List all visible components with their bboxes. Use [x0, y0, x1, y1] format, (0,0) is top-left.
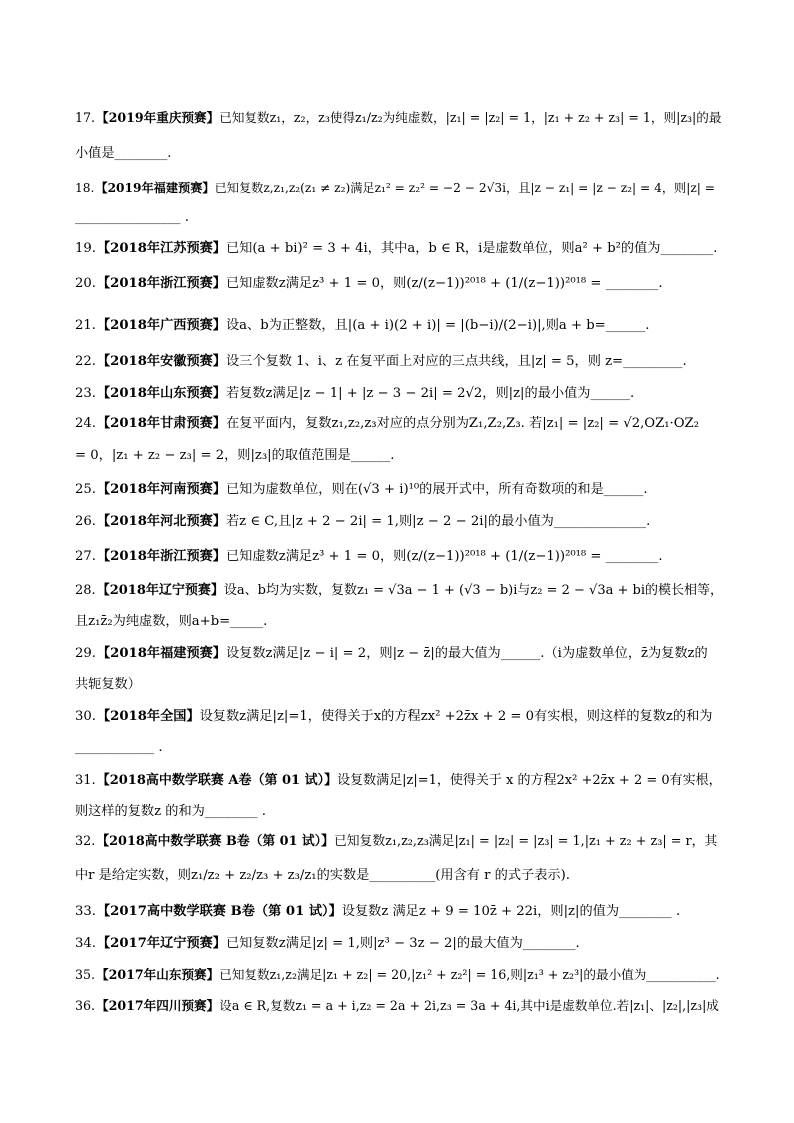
problem-28-continuation: 且z₁z̄₂为纯虚数，则a+b=_____. — [75, 614, 268, 629]
problem-text: 设复数z 满足z + 9 = 10z̄ + 22i，则|z|的值为________ . — [341, 904, 681, 919]
problem-source: 【2017年山东预赛】 — [96, 967, 220, 982]
problem-source: 【2018年广西预赛】 — [96, 318, 226, 333]
problem-text: 已知复数z₁,z₂满足|z₁ + z₂| = 20,|z₁² + z₂²| = 16,则|z₁³ + z₂³|的最小值为___________. — [219, 967, 720, 982]
problem-text: 设三个复数 1、i、z 在复平面上对应的三点共线，且|z| = 5，则 z=_________. — [226, 354, 687, 369]
problem-20: 20.【2018年浙江预赛】已知虚数z满足z³ + 1 = 0，则(z/(z−1))²⁰¹⁸ + (1/(z−1))²⁰¹⁸ = ________. — [75, 276, 663, 291]
problem-text: 设复数z满足|z − i| = 2，则|z − z̄|的最大值为______.（i为虚数单位，z̄为复数z的 — [226, 646, 708, 661]
problem-30: 30.【2018年全国】设复数z满足|z|=1，使得关于x的方程zx² +2z̄x + 2 = 0有实根，则这样的复数z的和为 — [75, 709, 713, 724]
problem-25: 25.【2018年河南预赛】已知为虚数单位，则在(√3 + i)¹⁰的展开式中，所有奇数项的和是______. — [75, 482, 648, 497]
problem-31-continuation: 则这样的复数z 的和为________ . — [75, 804, 266, 819]
problem-text: 已知复数z₁,z₂,z₃满足|z₁| = |z₂| = |z₃| = 1,|z₁ + z₂ + z₃| = r，其 — [333, 834, 718, 849]
problem-source: 【2017高中数学联赛 B卷（第 01 试）】 — [96, 904, 342, 919]
problem-24: 24.【2018年甘肃预赛】在复平面内，复数z₁,z₂,z₃对应的点分别为Z₁,Z₂,Z₃. 若|z₁| = |z₂| = √2,OZ₁·OZ₂ — [75, 416, 700, 431]
problem-text: 设a、b均为实数，复数z₁ = √3a − 1 + (√3 − b)i与z₂ = 2 − √3a + bi的模长相等， — [223, 583, 723, 598]
problem-26: 26.【2018年河北预赛】若z ∈ C,且|z + 2 − 2i| = 1,则|z − 2 − 2i|的最小值为______________. — [75, 514, 651, 529]
problem-33: 33.【2017高中数学联赛 B卷（第 01 试）】设复数z 满足z + 9 = 10z̄ + 22i，则|z|的值为________ . — [75, 904, 681, 919]
problem-29-continuation: 共轭复数） — [75, 677, 141, 692]
problem-32: 32.【2018高中数学联赛 B卷（第 01 试）】已知复数z₁,z₂,z₃满足|z₁| = |z₂| = |z₃| = 1,|z₁ + z₂ + z₃| = r，其 — [75, 834, 718, 849]
problem-29: 29.【2018年福建预赛】设复数z满足|z − i| = 2，则|z − z̄|的最大值为______.（i为虚数单位，z̄为复数z的 — [75, 646, 708, 661]
problem-35: 35.【2017年山东预赛】已知复数z₁,z₂满足|z₁ + z₂| = 20,|z₁² + z₂²| = 16,则|z₁³ + z₂³|的最小值为___________. — [75, 967, 720, 982]
problem-text: 设复数满足|z|=1，使得关于 x 的方程2x² +2z̄x + 2 = 0有实根， — [337, 773, 722, 788]
problem-36: 36.【2017年四川预赛】设a ∈ R,复数z₁ = a + i,z₂ = 2a + 2i,z₃ = 3a + 4i,其中i是虚数单位.若|z₁|、|z₂|,|z₃|成 — [75, 998, 719, 1013]
problem-21: 21.【2018年广西预赛】设a、b为正整数，且|(a + i)(2 + i)| = |(b−i)/(2−i)|,则a + b=______. — [75, 318, 650, 333]
problem-22: 22.【2018年安徽预赛】设三个复数 1、i、z 在复平面上对应的三点共线，且|z| = 5，则 z=_________. — [75, 354, 687, 369]
problem-31: 31.【2018高中数学联赛 A卷（第 01 试）】设复数满足|z|=1，使得关于 x 的方程2x² +2z̄x + 2 = 0有实根， — [75, 773, 722, 788]
problem-source: 【2018年山东预赛】 — [96, 386, 226, 401]
problem-source: 【2019年福建预赛】 — [95, 181, 215, 195]
problem-27: 27.【2018年浙江预赛】已知虚数z满足z³ + 1 = 0，则(z/(z−1))²⁰¹⁸ + (1/(z−1))²⁰¹⁸ = ________. — [75, 549, 663, 564]
problem-text: 已知(a + bi)² = 3 + 4i，其中a，b ∈ R，i是虚数单位，则a² + b²的值为________. — [226, 241, 718, 256]
problem-30-continuation: ____________ . — [75, 740, 163, 755]
problem-17: 17.【2019年重庆预赛】已知复数z₁，z₂，z₃使得z₁/z₂为纯虚数，|z₁| = |z₂| = 1，|z₁ + z₂ + z₃| = 1，则|z₃|的最 — [75, 110, 722, 125]
problem-24-continuation: = 0，|z₁ + z₂ − z₃| = 2，则|z₃|的取值范围是______. — [75, 448, 395, 463]
problem-source: 【2018年河北预赛】 — [96, 514, 226, 529]
problem-text: 设复数z满足|z|=1，使得关于x的方程zx² +2z̄x + 2 = 0有实根，则这样的复数z的和为 — [199, 709, 713, 724]
problem-source: 【2018年河南预赛】 — [96, 482, 226, 497]
problem-32-continuation: 中r 是给定实数，则z₁/z₂ + z₂/z₃ + z₃/z₁的实数是__________(用含有 r 的式子表示). — [75, 868, 570, 883]
problem-23: 23.【2018年山东预赛】若复数z满足|z − 1| + |z − 3 − 2i| = 2√2，则|z|的最小值为______. — [75, 386, 635, 401]
problem-source: 【2018高中数学联赛 A卷（第 01 试）】 — [96, 773, 338, 788]
problem-source: 【2018年浙江预赛】 — [96, 549, 226, 564]
problem-source: 【2018高中数学联赛 B卷（第 01 试）】 — [96, 834, 334, 849]
problem-source: 【2018年浙江预赛】 — [96, 276, 226, 291]
problem-source: 【2019年重庆预赛】 — [96, 110, 220, 125]
problem-source: 【2017年四川预赛】 — [96, 998, 220, 1013]
problem-text: 设a ∈ R,复数z₁ = a + i,z₂ = 2a + 2i,z₃ = 3a + 4i,其中i是虚数单位.若|z₁|、|z₂|,|z₃|成 — [219, 998, 719, 1013]
problem-text: 若z ∈ C,且|z + 2 − 2i| = 1,则|z − 2 − 2i|的最小值为______________. — [226, 514, 651, 529]
problem-text: 已知复数z满足|z| = 1,则|z³ − 3z − 2|的最大值为________. — [226, 936, 580, 951]
problem-source: 【2018年江苏预赛】 — [96, 241, 226, 256]
problem-text: 已知复数z,z₁,z₂(z₁ ≠ z₂)满足z₁² = z₂² = −2 − 2√3i，且|z − z₁| = |z − z₂| = 4，则|z| = — [214, 181, 715, 195]
problem-18: 18.【2019年福建预赛】已知复数z,z₁,z₂(z₁ ≠ z₂)满足z₁² = z₂² = −2 − 2√3i，且|z − z₁| = |z − z₂| = 4，则|z| = — [75, 181, 715, 195]
problem-source: 【2018年福建预赛】 — [96, 646, 226, 661]
problem-34: 34.【2017年辽宁预赛】已知复数z满足|z| = 1,则|z³ − 3z − 2|的最大值为________. — [75, 936, 580, 951]
problem-text: 已知虚数z满足z³ + 1 = 0，则(z/(z−1))²⁰¹⁸ + (1/(z−1))²⁰¹⁸ = ________. — [226, 276, 663, 291]
problem-source: 【2018年安徽预赛】 — [96, 354, 226, 369]
problem-text: 已知复数z₁，z₂，z₃使得z₁/z₂为纯虚数，|z₁| = |z₂| = 1，|z₁ + z₂ + z₃| = 1，则|z₃|的最 — [219, 110, 722, 125]
problem-28: 28.【2018年辽宁预赛】设a、b均为实数，复数z₁ = √3a − 1 + (√3 − b)i与z₂ = 2 − √3a + bi的模长相等， — [75, 583, 723, 598]
problem-source: 【2017年辽宁预赛】 — [96, 936, 226, 951]
problem-18-continuation: ________________ . — [75, 210, 189, 225]
problem-text: 若复数z满足|z − 1| + |z − 3 − 2i| = 2√2，则|z|的最小值为______. — [226, 386, 635, 401]
problem-17-continuation: 小值是________. — [75, 146, 172, 161]
problem-source: 【2018年甘肃预赛】 — [96, 416, 226, 431]
problem-text: 已知为虚数单位，则在(√3 + i)¹⁰的展开式中，所有奇数项的和是______. — [226, 482, 648, 497]
problem-text: 设a、b为正整数，且|(a + i)(2 + i)| = |(b−i)/(2−i)|,则a + b=______. — [226, 318, 650, 333]
problem-text: 在复平面内，复数z₁,z₂,z₃对应的点分别为Z₁,Z₂,Z₃. 若|z₁| = |z₂| = √2,OZ₁·OZ₂ — [226, 416, 700, 431]
problem-source: 【2018年辽宁预赛】 — [96, 583, 224, 598]
problem-text: 已知虚数z满足z³ + 1 = 0，则(z/(z−1))²⁰¹⁸ + (1/(z−1))²⁰¹⁸ = ________. — [226, 549, 663, 564]
problem-19: 19.【2018年江苏预赛】已知(a + bi)² = 3 + 4i，其中a，b ∈ R，i是虚数单位，则a² + b²的值为________. — [75, 241, 718, 256]
problem-source: 【2018年全国】 — [96, 709, 200, 724]
